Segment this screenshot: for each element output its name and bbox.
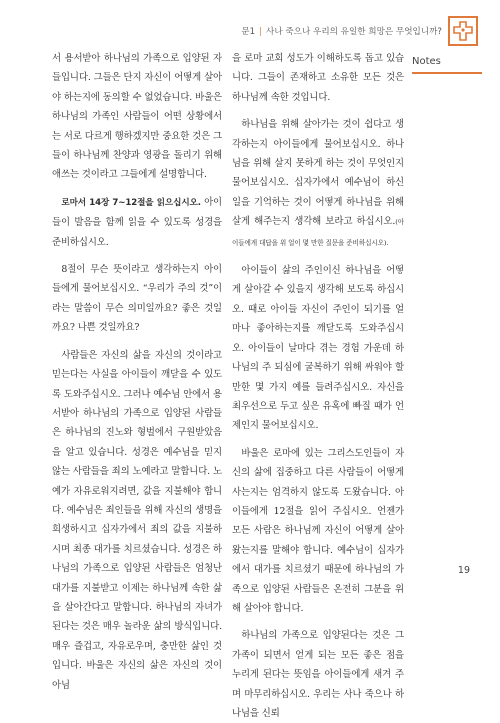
running-header — [241, 16, 478, 46]
header-text — [241, 25, 442, 37]
right-paragraph-2-text: 하나님을 위해 살아가는 것이 쉽다고 생각하는지 아이들에게 물어보십시오. 하나님을 위해 살지 못하게 하는 것이 무엇인지 물어보십시오. 십자가에서 예수님이 하신 일을 기억하는 것이 어떻게 하나님을 위해 살게 해주는지 생각해 보라고 하십시오. — [232, 119, 404, 228]
right-paragraph-2-note: (아이들에게 대답을 위 얼이 몇 만한 질문을 준비하십시오). — [232, 218, 404, 247]
header-separator: | — [259, 27, 263, 37]
scripture-instruction: 로마서 14장 7~12절을 읽으십시오. — [61, 197, 201, 208]
cross-puzzle-icon-svg — [452, 20, 474, 42]
notes-underline — [412, 72, 482, 74]
left-paragraph-2 — [52, 193, 222, 252]
right-column — [232, 49, 404, 723]
header-chapter: 문1 — [241, 27, 256, 37]
left-paragraph-2-text: 아이들이 발음을 함께 읽을 수 있도록 성경을 준비하십시오. — [52, 196, 222, 248]
notes-title: Notes — [412, 56, 441, 67]
left-column — [52, 49, 222, 695]
header-title: 사나 죽으나 우리의 유일한 희망은 무엇입니까? — [266, 27, 442, 37]
cross-puzzle-icon — [448, 16, 478, 46]
right-paragraph-1: 을 로마 교회 성도가 이해하도록 돕고 있습니다. 그들이 존재하고 소유한 모든 것은 하나님께 속한 것입니다. — [232, 53, 404, 103]
left-paragraph-4: 사람들은 자신의 삶을 자신의 것이라고 믿는다는 사실을 아이들이 깨닫을 수 있도록 도와주십시오. 그러나 예수님 안에서 용서받아 하나님의 가족으로 입양된 사람들은 하나님의 진노와 형벌에서 구원받았음을 알고 있습니다. 성경은 예수님을 믿지 않는 사람들을 죄의 노예라고 말합니다. 노예가 자유로워지려면, 값을 지불해야 합니다. 예수님은 죄인들을 위해 자신의 생명을 희생하시고 십자가에서 죄의 값을 지불하시며 최종 대가를 치르셨습니다. 성경은 하나님의 가족으로 입양된 사람들은 엄청난 대가를 지불받고 이제는 하나님께 속한 삶을 살아간다고 말합니다. 하나님의 자녀가 된다는 것은 매우 놀라운 삶의 방식입니다. 매우 즐겁고, 자유로우며, 충만한 삶인 것입니다. 바울은 자신의 삶은 자신의 것이 아님 — [52, 349, 222, 691]
left-paragraph-3: 8절이 무슨 뜻이라고 생각하는지 아이들에게 물어보십시오. “우리가 주의 것”이라는 말씀이 무슨 의미일까요? 좋은 것일까요? 나쁜 것일까요? — [52, 264, 222, 334]
page-number: 19 — [457, 565, 470, 576]
right-paragraph-4: 바울은 로마에 있는 그리스도인들이 자신의 삶에 집중하고 다른 사람들이 어떻게 사는지는 엄격하지 않도록 도왔습니다. 아이들에게 12절을 읽어 주십시오. 언젠가 모든 사람은 하나님께 자신이 어떻게 살아왔는지를 말해야 합니다. 예수님이 십자가에서 대가를 치르셨기 때문에 하나님의 가족으로 입양된 사람들은 온전히 그분을 위해 살아야 합니다. — [232, 447, 404, 614]
right-paragraph-5: 하나님의 가족으로 입양된다는 것은 그 가족이 되면서 얻게 되는 모든 좋은 점을 누리게 된다는 뜻임을 아이들에게 새겨 주며 마무리하십시오. 우리는 사나 죽으나 하나님을 신뢰 — [232, 630, 404, 719]
right-paragraph-2 — [232, 115, 404, 253]
left-paragraph-1: 서 용서받아 하나님의 가족으로 입양된 자들입니다. 그들은 단지 자신이 어떻게 살아야 하는지에 동의할 수 없었습니다. 바울은 하나님의 가족인 사람들이 어떤 상황에서는 서로 다르게 행하겠지만 중요한 것은 그들이 하나님께 찬양과 영광을 돌리기 위해 애쓰는 것이라고 그들에게 설명합니다. — [52, 53, 222, 181]
right-paragraph-3: 아이들이 삶의 주인이신 하나님을 어떻게 살아갈 수 있을지 생각해 보도록 하십시오. 때로 아이들 자신이 주인이 되기를 얼마나 좋아하는지를 깨닫도록 도와주십시오. 아이들이 날마다 겪는 경험 가운데 하나님의 주 되심에 굴복하기 위해 싸워야 할 만한 몇 가지 예를 들려주십시오. 자신을 최우선으로 두고 싶은 유혹에 빠질 때가 언제인지 물어보십시오. — [232, 265, 404, 432]
